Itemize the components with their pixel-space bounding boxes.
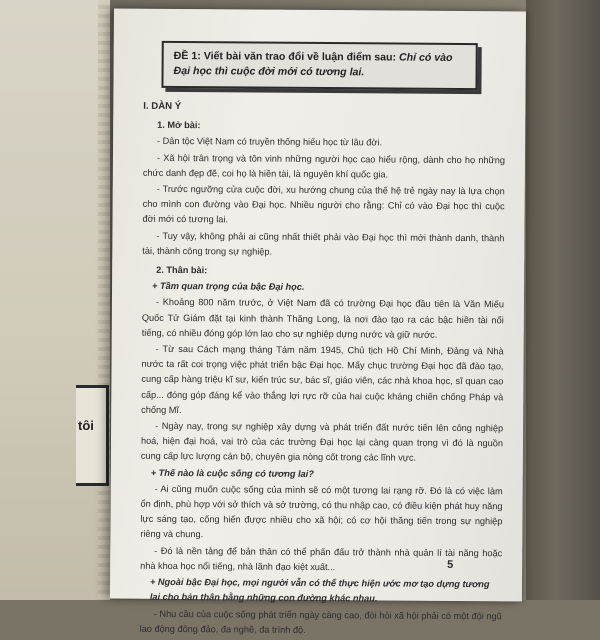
title-prompt: Viết bài văn trao đổi về luận điểm sau: bbox=[203, 50, 397, 64]
than-bai-paragraph: - Ngày nay, trong sự nghiệp xây dựng và phát triển đất nước tiến lên công nghiệp hoá, hiện đại hoá, vai trò của các trường Đại học lại càng quan trọng vì đó là nguồn cung cấp lực lượng cán bộ, chuyên gia nòng cốt trong các lĩnh vực. bbox=[140, 420, 504, 464]
than-bai-paragraph: - Khoảng 800 năm trước, ở Việt Nam đã có trường Đại học đầu tiên là Văn Miếu Quốc Tử Giám đặt tại kinh thành Thăng Long, là nơi đào tạo ra các bậc hiền tài nổi tiếng, có nhiều đóng góp lớn lao cho sự nghiệp dựng nước và giữ nước. bbox=[141, 297, 504, 340]
than-bai-paragraph: - Nhu cầu của cuộc sống phát triển ngày càng cao, đòi hỏi xã hội phải có một đội ngũ lao động đông đảo, đa nghề, đa trình độ. bbox=[139, 608, 502, 635]
book-binding-edge bbox=[98, 0, 110, 600]
section-heading: I. DÀN Ý bbox=[143, 100, 182, 113]
than-bai-paragraph: - Từ sau Cách mạng tháng Tám năm 1945, Chủ tịch Hồ Chí Minh, Đảng và Nhà nước ta rất coi trọng việc phát triển bậc Đại học. Mấy chục trường Đại học đã đào tạo, cung cấp hàng triệu kĩ sư, kiến trúc sư, bác sĩ, giáo viên, các nhà khoa học, sĩ quan cao cấp... đóng góp đáng kể vào thắng lợi rực rỡ của hai cuộc kháng chiến chống Pháp và chống Mĩ. bbox=[141, 343, 504, 415]
than-bai-subheading: + Tầm quan trọng của bậc Đại học. bbox=[152, 281, 305, 293]
mo-bai-paragraph: - Dân tộc Việt Nam có truyền thống hiếu học từ lâu đời. bbox=[157, 136, 383, 148]
than-bai-paragraph: - Ai cũng muốn cuộc sống của mình sẽ có một tương lai rạng rỡ. Đó là có việc làm ổn định, phù hợp với sở thích và sở trường, có thu nhập cao, có điều kiện phát huy năng lực sáng tạo, cống hiến được nhiều cho xã hội; có cơ hội thăng tiến trong sự nghiệp riêng và chung. bbox=[140, 483, 503, 540]
underlying-card bbox=[76, 385, 109, 486]
book-page bbox=[110, 9, 526, 635]
page-number: 5 bbox=[447, 558, 454, 571]
underlying-card-text: tôi bbox=[78, 418, 94, 433]
essay-title-box bbox=[161, 41, 477, 90]
title-topic: Chỉ có vào Đại học thì cuộc đời mới có tương lai. bbox=[173, 51, 453, 79]
title-label: ĐỀ 1: bbox=[173, 49, 201, 63]
than-bai-subheading: + Thế nào là cuộc sống có tương lai? bbox=[150, 467, 314, 479]
mo-bai-heading: 1. Mở bài: bbox=[157, 120, 201, 131]
mo-bai-paragraph: - Xã hội trân trọng và tôn vinh những người học cao hiểu rộng, dành cho họ những chức danh đẹp đẽ, coi họ là hiền tài, là nguyên khí quốc gia. bbox=[142, 152, 505, 180]
than-bai-subheading: + Ngoài bậc Đại học, mọi người vẫn có thể thực hiện ước mơ tạo dựng tương lai cho bản thân bằng những con đường khác nhau. bbox=[149, 576, 490, 604]
underlying-page bbox=[0, 0, 110, 600]
right-shadow-edge bbox=[526, 0, 600, 600]
mo-bai-paragraph: - Trước ngưỡng cửa cuộc đời, xu hướng chung của thế hệ trẻ ngày nay là lựa chọn cho mình con đường vào Đại học. Nhiều người cho rằng: Chỉ có vào Đại học thì cuộc đời mới có tương lai. bbox=[142, 183, 505, 225]
mo-bai-paragraph: - Tuy vậy, không phải ai cũng nhất thiết phải vào Đại học thì mới thành danh, thành tài, thành công trong sự nghiệp. bbox=[142, 230, 505, 257]
than-bai-heading: 2. Thân bài: bbox=[156, 264, 208, 276]
than-bai-paragraph: - Đó là nền tảng để bản thân có thể phấn đấu trở thành nhà quản lí tài năng hoặc nhà khoa học nổi tiếng, nhà lãnh đạo kiệt xuất... bbox=[140, 545, 503, 573]
